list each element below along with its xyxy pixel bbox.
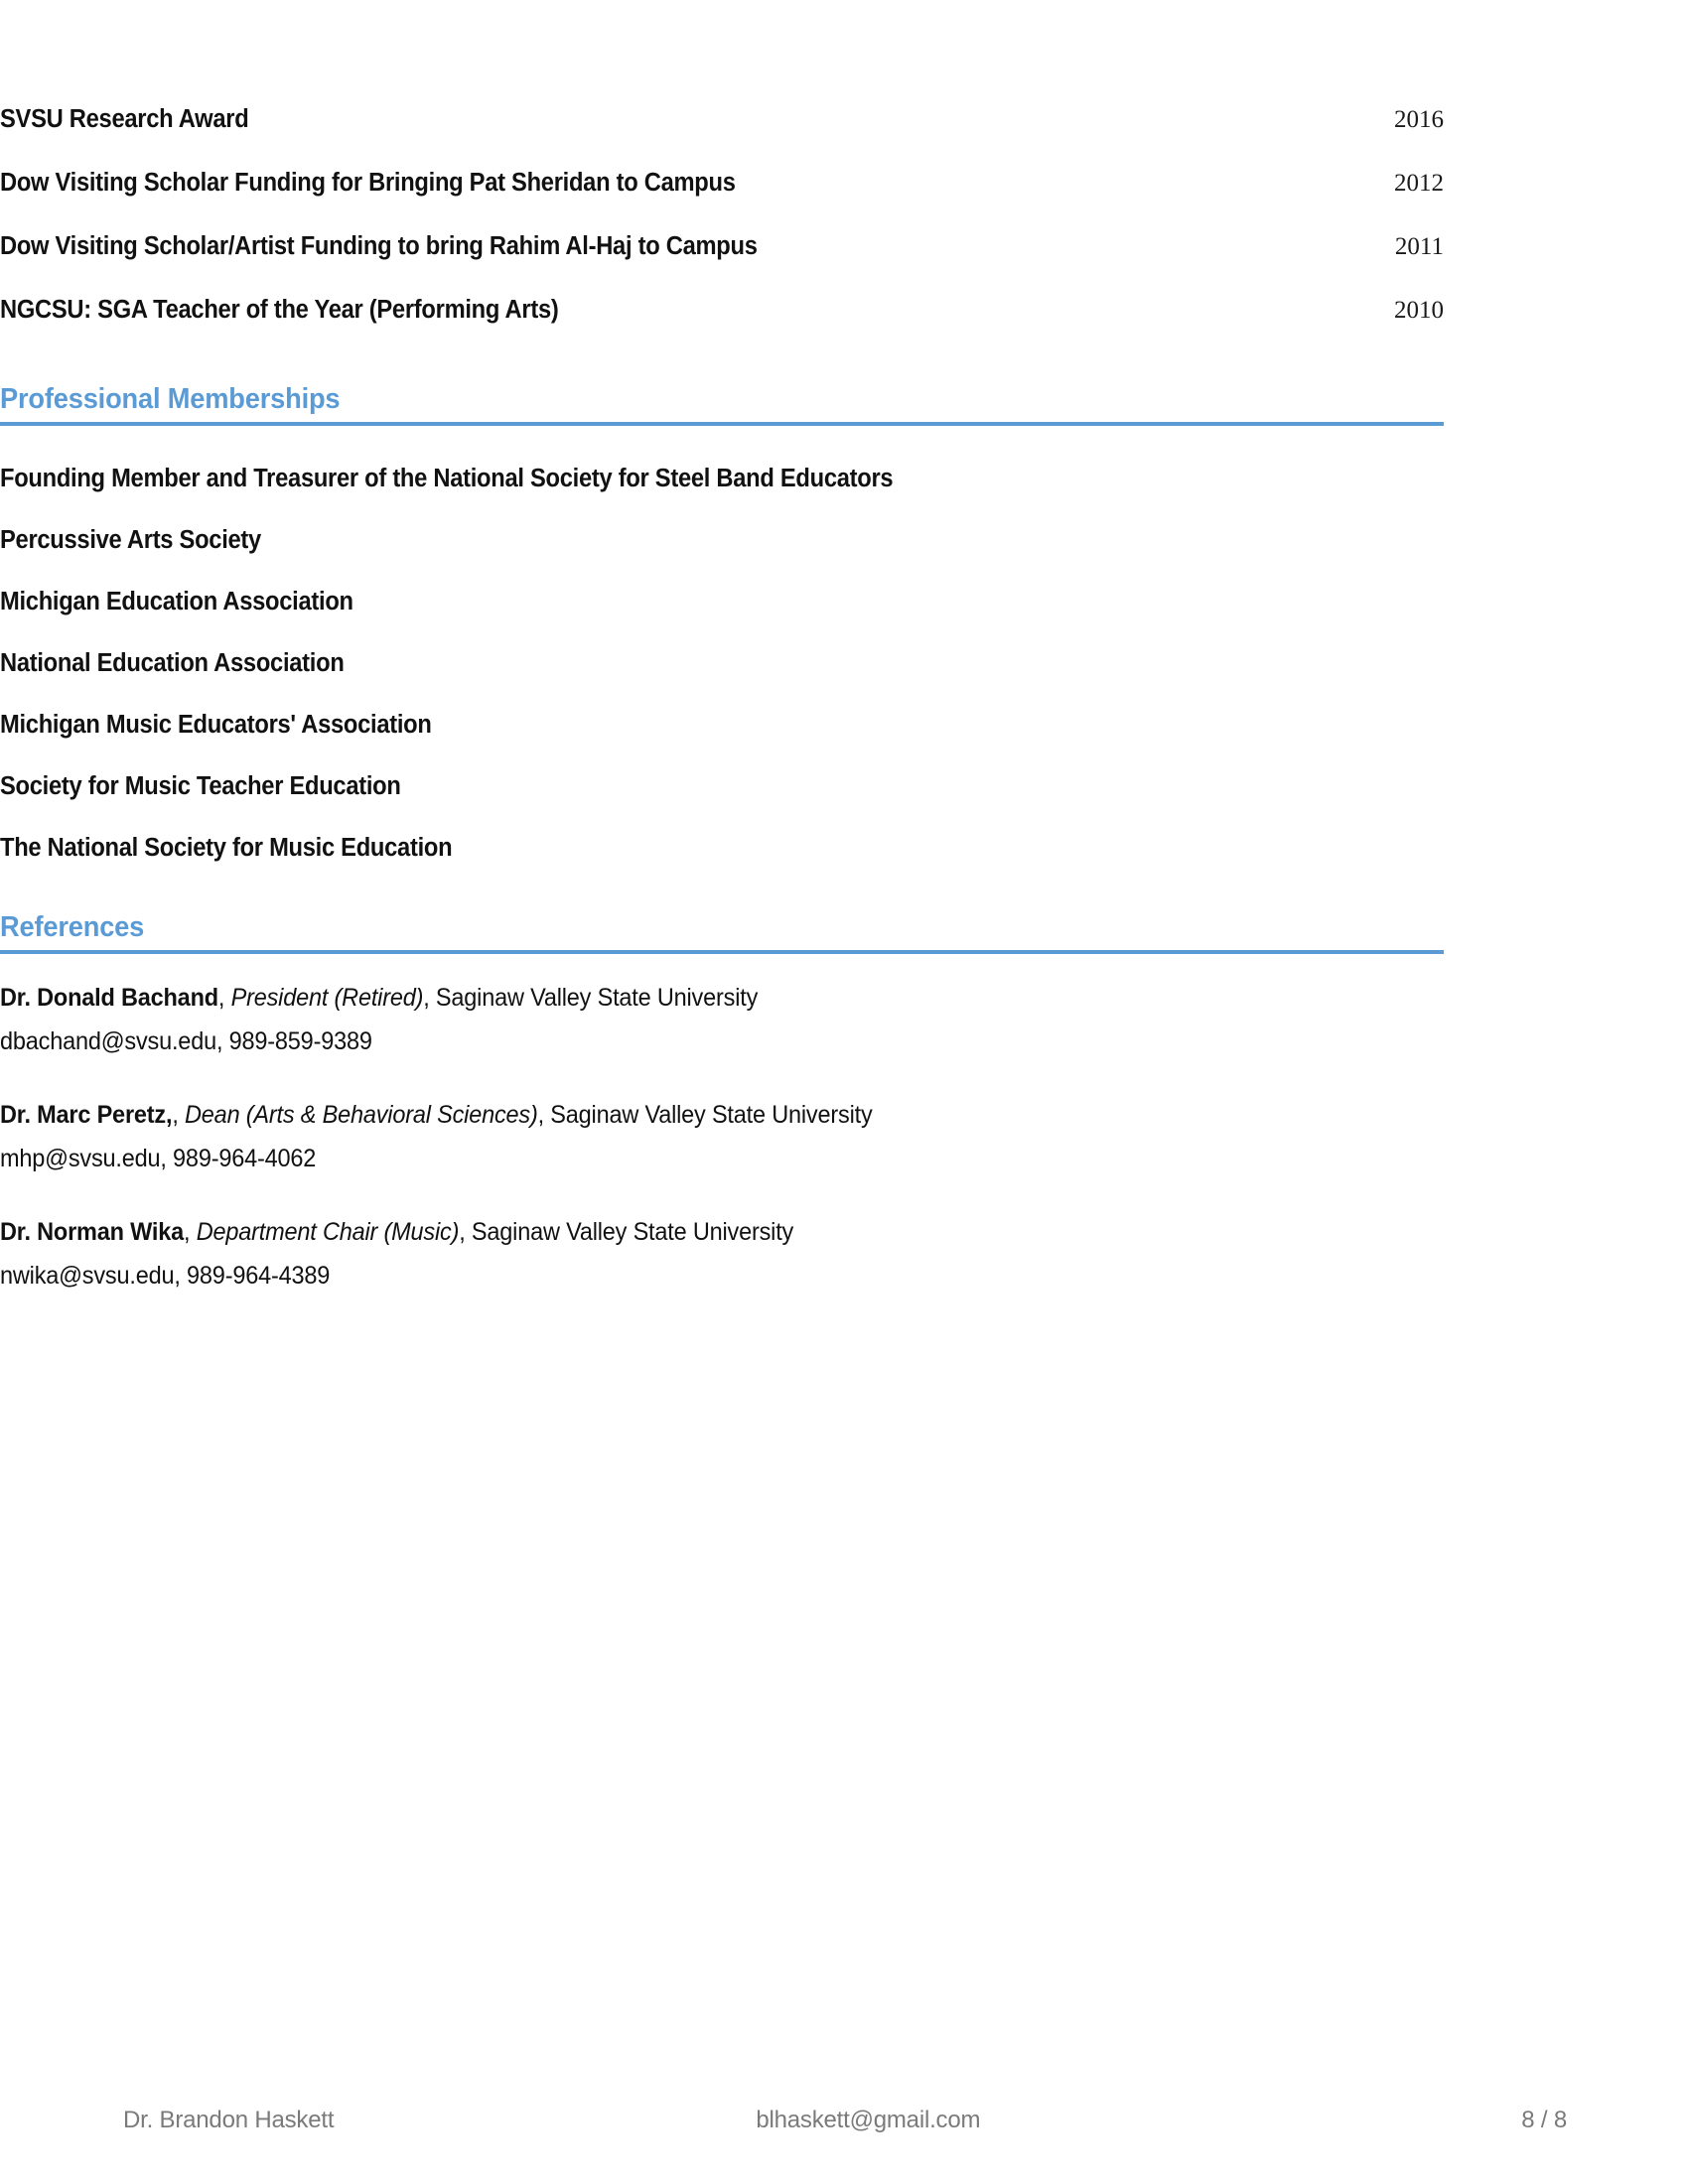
award-title: NGCSU: SGA Teacher of the Year (Performing Arts): [0, 296, 559, 324]
section-references: [0, 911, 1444, 1327]
footer-email: blhaskett@gmail.com: [756, 2107, 981, 2133]
list-item: Percussive Arts Society: [0, 526, 261, 555]
reference-separator: ,: [217, 984, 231, 1013]
list-item: Society for Music Teacher Education: [0, 772, 401, 801]
membership-list: [0, 448, 1444, 879]
reference-name: Dr. Donald Bachand: [0, 984, 218, 1013]
reference-role: Department Chair (Music): [196, 1218, 460, 1247]
list-item: [0, 976, 1444, 1063]
section-divider: [0, 422, 1444, 426]
list-item: [0, 1093, 1444, 1180]
reference-headline: [0, 1093, 1357, 1137]
award-year: 2012: [1394, 170, 1444, 197]
page-footer: [123, 2107, 1567, 2134]
section-heading: Professional Memberships: [0, 383, 341, 415]
reference-separator: ,: [537, 1101, 551, 1130]
reference-organization: Saginaw Valley State University: [435, 984, 759, 1013]
reference-separator: ,: [172, 1101, 186, 1130]
list-item: Michigan Music Educators' Association: [0, 711, 432, 740]
section-professional-memberships: [0, 383, 1444, 879]
award-year: 2011: [1394, 233, 1444, 260]
table-row: [0, 105, 1444, 169]
list-item: Michigan Education Association: [0, 588, 353, 616]
section-heading: References: [0, 911, 145, 943]
reference-headline: [0, 976, 1357, 1020]
reference-organization: Saginaw Valley State University: [550, 1101, 873, 1130]
footer-page-number: 8 / 8: [1521, 2107, 1567, 2133]
list-item: The National Society for Music Education: [0, 834, 453, 863]
awards-list: [0, 105, 1444, 359]
list-item: Founding Member and Treasurer of the National Society for Steel Band Educators: [0, 465, 894, 493]
reference-contact: mhp@svsu.edu, 989-964-4062: [0, 1145, 317, 1173]
list-item: National Education Association: [0, 649, 345, 678]
award-year: 2010: [1394, 297, 1444, 324]
reference-headline: [0, 1210, 1357, 1254]
table-row: [0, 232, 1444, 296]
reference-contact: dbachand@svsu.edu, 989-859-9389: [0, 1027, 372, 1056]
reference-separator: ,: [184, 1218, 197, 1247]
reference-separator: ,: [423, 984, 436, 1013]
reference-role: Dean (Arts & Behavioral Sciences): [185, 1101, 538, 1130]
footer-author: Dr. Brandon Haskett: [123, 2107, 335, 2133]
award-title: Dow Visiting Scholar Funding for Bringing Pat Sheridan to Campus: [0, 169, 736, 197]
reference-list: [0, 976, 1444, 1297]
reference-name: Dr. Norman Wika: [0, 1218, 185, 1247]
reference-role: President (Retired): [230, 984, 424, 1013]
reference-organization: Saginaw Valley State University: [471, 1218, 794, 1247]
list-item: [0, 1210, 1444, 1297]
award-year: 2016: [1394, 106, 1444, 133]
reference-name: Dr. Marc Peretz,: [0, 1101, 173, 1130]
table-row: [0, 169, 1444, 232]
table-row: [0, 296, 1444, 359]
reference-separator: ,: [459, 1218, 472, 1247]
section-divider: [0, 950, 1444, 954]
award-title: Dow Visiting Scholar/Artist Funding to bring Rahim Al-Haj to Campus: [0, 232, 758, 260]
award-title: SVSU Research Award: [0, 105, 249, 133]
reference-contact: nwika@svsu.edu, 989-964-4389: [0, 1262, 331, 1291]
